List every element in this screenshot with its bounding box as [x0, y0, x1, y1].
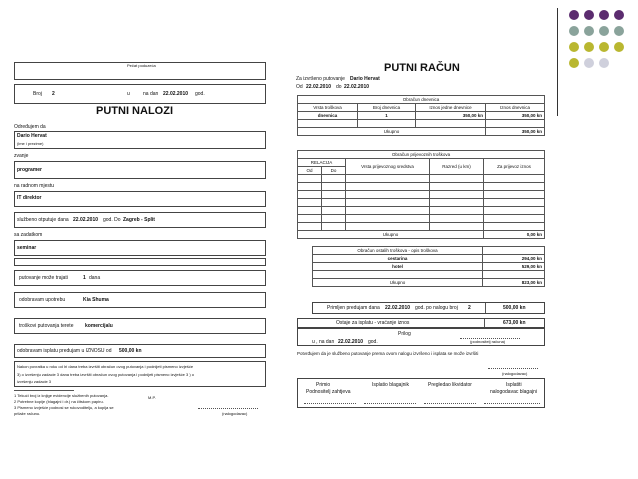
- zadatak-box: [14, 240, 266, 256]
- otputuje-date: 22.02.2010: [73, 217, 99, 223]
- otputuje-pre: službeno otputuje dana: [17, 217, 69, 223]
- napomena-line: izvršenju zadacie 3: [17, 379, 52, 384]
- prijevoz-ukupno-label: Ukupno: [298, 231, 484, 239]
- nalogodavac-line-right: [488, 368, 538, 369]
- prijevoz-empty-row: [298, 191, 545, 199]
- decor-dot: [599, 42, 609, 52]
- dnevnica-cell: 1: [358, 112, 416, 120]
- prijevoz-col: Vrsta prijevoznog sredstva: [346, 159, 430, 175]
- ime-hint: (ime i prezime): [17, 141, 44, 146]
- nalogodavac-label: (nalogodavac): [222, 411, 248, 416]
- ostali-amount: 294,00 kn: [483, 255, 545, 263]
- prijevoz-empty-row: [298, 207, 545, 215]
- prijevoz-header: Obračun prijevoznih troškova: [298, 151, 545, 159]
- decor-dot: [569, 42, 579, 52]
- dnevnica-cell: 350,00 kn: [416, 112, 486, 120]
- dnevnica-cell: 350,00 kn: [486, 112, 545, 120]
- trajanje-pre: putovanje može trajati: [19, 275, 68, 281]
- decor-dot: [584, 42, 594, 52]
- ostaje-box: [297, 318, 545, 328]
- napomena-line: 3) o izvršenju zadacie 3 dana treba izvršiti obračun ovog putovanja i podnijeti pismeno izvješće 3 ) o: [17, 372, 194, 377]
- date-line-god: god.: [368, 339, 378, 345]
- decor-dot: [614, 10, 624, 20]
- od-label: Od: [296, 84, 303, 90]
- predujam-post: god. po nalogu broj: [415, 305, 458, 311]
- dnevnica-header: Obračun dnevnica: [298, 96, 545, 104]
- zvanje-box: [14, 161, 266, 179]
- isplata-pre: odobravam isplatu predujam u IZNOSU od: [17, 348, 112, 354]
- ostali-ukupno-label: Ukupno: [313, 279, 483, 287]
- broj-value: 2: [52, 91, 55, 97]
- decor-dot: [569, 10, 579, 20]
- mjesto-box: [14, 191, 266, 207]
- empty-cell: [358, 120, 416, 128]
- sig-col-title: Isplatiti: [506, 382, 522, 388]
- troskovi-val: komercijalu: [85, 323, 113, 329]
- predujam-date: 22.02.2010: [385, 305, 411, 311]
- footnote: prilaže računu.: [14, 411, 41, 416]
- ostali-item: hotel: [313, 263, 483, 271]
- prijevoz-empty-row: [298, 199, 545, 207]
- date-value: 22.02.2010: [163, 91, 189, 97]
- isplata-box: [14, 344, 266, 358]
- prijevoz-empty-row: [298, 175, 545, 183]
- troskovi-pre: troškovi putovanja terete: [19, 323, 74, 329]
- zvanje-value: programer: [17, 167, 43, 173]
- ostaje-amount: 673,00 kn: [503, 320, 526, 326]
- ime-value: Dario Hervat: [17, 133, 47, 139]
- prijevoz-col: Razred (u km): [430, 159, 484, 175]
- predujam-broj: 2: [468, 305, 471, 311]
- upotreba-val: Kia Shuma: [83, 297, 109, 303]
- empty-cell: [486, 120, 545, 128]
- isplata-val: 500,00 kn: [119, 348, 142, 354]
- ostali-table: [312, 246, 545, 287]
- empty-cell: [313, 271, 483, 279]
- dnevnica-col: Vrsta troškova: [298, 104, 358, 112]
- sig-col-sub: Podnositelj zahtjeva: [306, 389, 351, 395]
- dnevnica-col: Broj dnevnica: [358, 104, 416, 112]
- footnote: 1 Tekući broj iz knjige evidencije službenih putovanja.: [14, 393, 109, 398]
- od-value: 22.02.2010: [306, 84, 332, 90]
- ostali-total: 823,00 kn: [483, 279, 545, 287]
- relacija-label: RELACIJA: [298, 159, 346, 167]
- dnevnica-table: [297, 95, 545, 136]
- signature-box: [297, 378, 545, 408]
- napomena-box: [14, 361, 266, 387]
- sig-line: [304, 403, 356, 404]
- decor-dot: [614, 42, 624, 52]
- troskovi-box: [14, 318, 266, 334]
- do-col: Do: [322, 167, 346, 175]
- sig-line: [424, 403, 476, 404]
- do-value: 22.02.2010: [344, 84, 370, 90]
- decor-dot: [584, 58, 594, 68]
- empty-cell: [298, 120, 358, 128]
- empty-cell: [483, 247, 545, 255]
- izvrseno-label: Za izvršeno putovanje: [296, 76, 345, 82]
- nalogodavac-line: [198, 408, 258, 409]
- dnevnica-total: 350,00 kn: [486, 128, 545, 136]
- ostali-amount: 529,00 kn: [483, 263, 545, 271]
- upotreba-box: [14, 292, 266, 308]
- decor-dot: [599, 10, 609, 20]
- god-label: god.: [195, 91, 205, 97]
- napomena-line: Nakon povratka u roku od Iri dana treba izvršiti obračun ovog putovanja i podnijeti pismeno izvješće: [17, 364, 194, 369]
- dnevnica-ukupno-label: Ukupno: [298, 128, 486, 136]
- prijevoz-col: Za prijevoz iznos: [484, 159, 545, 175]
- od-col: Od: [298, 167, 322, 175]
- company-stamp-box: [14, 62, 266, 80]
- sig-col-sub: nalogodavac blagajni: [490, 389, 537, 395]
- sig-line: [484, 403, 540, 404]
- dnevnica-cell: dnevnica: [298, 112, 358, 120]
- prijevoz-empty-row: [298, 215, 545, 223]
- do-label: do: [336, 84, 342, 90]
- predujam-box: [312, 302, 545, 314]
- ostali-header: Obračun ostalih troškova - opis troškova: [313, 247, 483, 255]
- trajanje-val: 1: [83, 275, 86, 281]
- sig-col-title: Isplatio blagajnik: [372, 382, 409, 388]
- zadatak-extra-box: [14, 258, 266, 266]
- date-line-pre: u , na dan: [312, 339, 335, 345]
- ostali-item: cestarina: [313, 255, 483, 263]
- decor-dot: [569, 58, 579, 68]
- date-mid: na dan: [143, 91, 159, 97]
- broj-date-box: [14, 84, 266, 104]
- decor-dot: [599, 58, 609, 68]
- predujam-amount: 500,00 kn: [503, 305, 526, 311]
- predujam-pre: Primljen predujam dana: [327, 305, 380, 311]
- izvrseno-value: Dario Hervat: [350, 76, 380, 82]
- upotreba-pre: odobravam upotrebu: [19, 297, 66, 303]
- otputuje-box: [14, 212, 266, 228]
- zadatak-value: seminar: [17, 245, 37, 251]
- date-line-val: 22.02.2010: [338, 339, 364, 345]
- nalogodavac-hint-right: (nalogodavac): [502, 371, 528, 376]
- decor-vertical-line: [557, 8, 558, 116]
- prilog-box: [297, 328, 545, 346]
- trajanje-box: [14, 270, 266, 286]
- prijevoz-empty-row: [298, 183, 545, 191]
- notes-divider: [14, 390, 74, 391]
- empty-cell: [416, 120, 486, 128]
- mjesto-value: IT direktor: [17, 195, 42, 201]
- prijevoz-table: [297, 150, 545, 239]
- stamp-label: Pečat poduzeća: [127, 63, 156, 68]
- decor-dot: [584, 26, 594, 36]
- odredjujem-label: Određujem da: [14, 124, 46, 130]
- prilog-label: Prilog: [398, 331, 411, 337]
- sig-col-title: Pregledao likvidator: [428, 382, 472, 388]
- racun-title: PUTNI RAČUN: [384, 62, 460, 74]
- otputuje-mid: god. Do: [103, 217, 121, 223]
- zadatak-label: sa zadatkom: [14, 232, 43, 238]
- prijevoz-total: 0,00 kn: [484, 231, 545, 239]
- footnote: 2 Potrebne kopije (blagajni i dr.) na čitskom papiru.: [14, 399, 104, 404]
- predujam-divider: [485, 303, 486, 313]
- potvrdjujem-text: Potvrđujem da je službeno putovanje prema ovom nalogu izvršeno i isplata se može izvršiti: [297, 351, 479, 356]
- trajanje-post: dana: [89, 275, 101, 281]
- potpis-hint: (podnositelj računa): [470, 339, 506, 344]
- footnote: 3 Pismeno izvješće podnosi se rukovoditelju, a kopija se: [14, 405, 114, 410]
- ime-box: [14, 131, 266, 149]
- prijevoz-empty-row: [298, 223, 545, 231]
- zvanje-label: zvanje: [14, 153, 29, 159]
- decor-dot: [614, 26, 624, 36]
- ostaje-divider: [484, 319, 485, 327]
- date-prefix: u: [127, 91, 130, 97]
- mp-label: M.P.: [148, 395, 156, 400]
- mjesto-label: na radnom mjestu: [14, 183, 55, 189]
- dnevnica-col: Iznos dnevnica: [486, 104, 545, 112]
- empty-cell: [483, 271, 545, 279]
- dnevnica-col: Iznos jedne dnevnice: [416, 104, 486, 112]
- decor-dot: [584, 10, 594, 20]
- nalog-title: PUTNI NALOZI: [96, 105, 173, 117]
- otputuje-dest: Zagreb - Split: [123, 217, 155, 223]
- decor-dot: [569, 26, 579, 36]
- broj-label: Broj: [33, 91, 42, 97]
- sig-col-title: Primio: [316, 382, 331, 388]
- decor-dot: [599, 26, 609, 36]
- ostaje-label: Ostaje za isplatu - vraćanje iznos: [336, 320, 410, 326]
- sig-line: [364, 403, 416, 404]
